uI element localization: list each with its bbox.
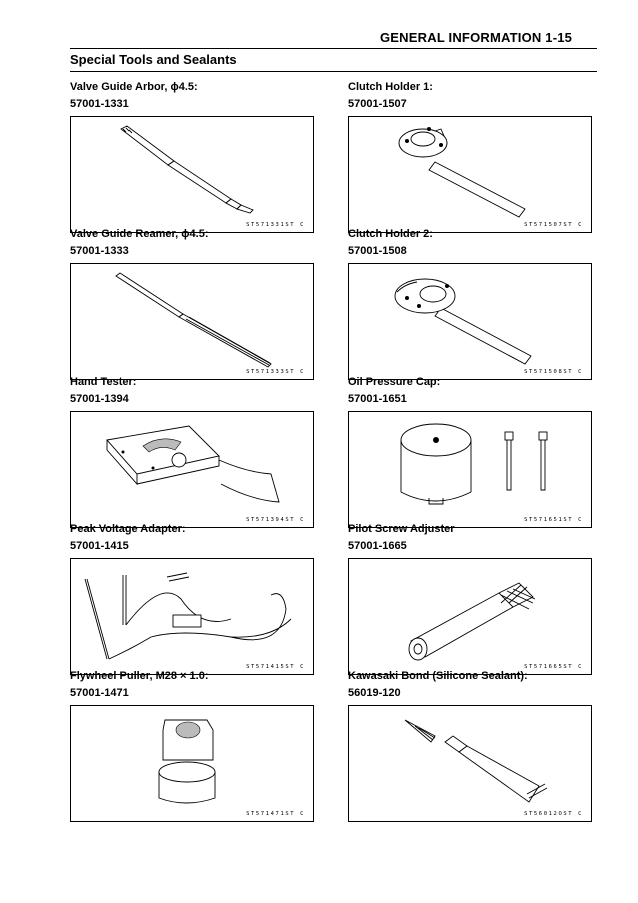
figure-code: ST571507ST C xyxy=(524,222,583,228)
part-number: 57001-1331 xyxy=(70,98,129,110)
part-number: 57001-1394 xyxy=(70,393,129,405)
clutch-holder-2-icon xyxy=(349,264,591,379)
tool-illustration-frame xyxy=(70,116,314,233)
tool-entry xyxy=(70,374,315,523)
tool-illustration-frame xyxy=(348,116,592,233)
silicone-sealant-tube-icon xyxy=(349,706,591,821)
tool-illustration-frame xyxy=(348,263,592,380)
figure-code: ST56012OST C xyxy=(524,811,583,817)
tool-illustration-frame xyxy=(70,705,314,822)
page-header: GENERAL INFORMATION 1-15 xyxy=(380,30,573,45)
figure-code: ST571665ST C xyxy=(524,664,583,670)
tool-illustration-frame xyxy=(70,411,314,528)
valve-guide-arbor-icon xyxy=(71,117,313,232)
tool-entry xyxy=(348,521,593,670)
tool-entry xyxy=(348,226,593,375)
part-number: 57001-1333 xyxy=(70,245,129,257)
tool-entry xyxy=(348,374,593,523)
valve-guide-reamer-icon xyxy=(71,264,313,379)
figure-code: ST571333ST C xyxy=(246,369,305,375)
tool-name: Pilot Screw Adjuster xyxy=(348,523,455,535)
flywheel-puller-icon xyxy=(71,706,313,821)
tool-name: Clutch Holder 2: xyxy=(348,228,433,240)
tool-illustration-frame xyxy=(348,558,592,675)
tool-entry xyxy=(70,79,315,228)
section-rule xyxy=(70,71,597,72)
oil-pressure-cap-icon xyxy=(349,412,591,527)
tool-entry xyxy=(348,668,593,817)
tool-entry xyxy=(70,668,315,817)
tool-name: Valve Guide Reamer, ϕ4.5: xyxy=(70,228,209,240)
figure-code: ST571415ST C xyxy=(246,664,305,670)
header-rule xyxy=(70,48,597,49)
clutch-holder-icon xyxy=(349,117,591,232)
tool-name: Oil Pressure Cap: xyxy=(348,376,441,388)
figure-code: ST571394ST C xyxy=(246,517,305,523)
tool-name: Flywheel Puller, M28 × 1.0: xyxy=(70,670,209,682)
part-number: 57001-1415 xyxy=(70,540,129,552)
tool-name: Hand Tester: xyxy=(70,376,137,388)
tool-entry xyxy=(70,226,315,375)
figure-code: ST571471ST C xyxy=(246,811,305,817)
tool-entry xyxy=(348,79,593,228)
part-number: 57001-1471 xyxy=(70,687,129,699)
part-number: 57001-1508 xyxy=(348,245,407,257)
tool-illustration-frame xyxy=(348,705,592,822)
tool-illustration-frame xyxy=(70,263,314,380)
tool-name: Peak Voltage Adapter: xyxy=(70,523,186,535)
tool-name: Valve Guide Arbor, ϕ4.5: xyxy=(70,81,198,93)
pilot-screw-adjuster-icon xyxy=(349,559,591,674)
part-number: 57001-1665 xyxy=(348,540,407,552)
tool-name: Clutch Holder 1: xyxy=(348,81,433,93)
hand-tester-icon xyxy=(71,412,313,527)
figure-code: ST571331ST C xyxy=(246,222,305,228)
section-title: Special Tools and Sealants xyxy=(70,52,237,67)
peak-voltage-adapter-icon xyxy=(71,559,313,674)
part-number: 57001-1507 xyxy=(348,98,407,110)
tool-name: Kawasaki Bond (Silicone Sealant): xyxy=(348,670,528,682)
tool-entry xyxy=(70,521,315,670)
figure-code: ST571508ST C xyxy=(524,369,583,375)
tool-illustration-frame xyxy=(70,558,314,675)
figure-code: ST571651ST C xyxy=(524,517,583,523)
part-number: 57001-1651 xyxy=(348,393,407,405)
tool-illustration-frame xyxy=(348,411,592,528)
part-number: 56019-120 xyxy=(348,687,401,699)
